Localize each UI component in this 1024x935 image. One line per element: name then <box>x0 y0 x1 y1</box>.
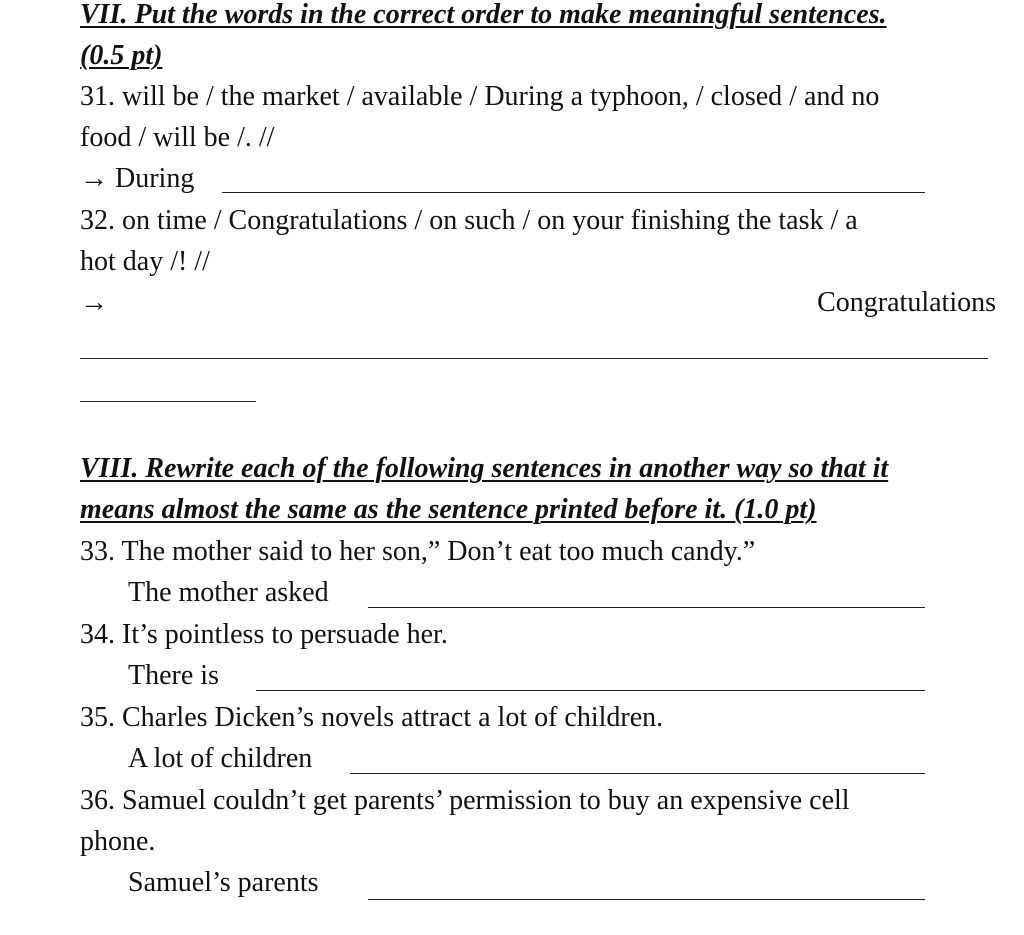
question-31-answer-prefix: → During <box>80 163 195 194</box>
question-33-answer-line[interactable] <box>368 607 925 608</box>
question-32-answer-line-2[interactable] <box>80 401 256 402</box>
question-35-answer-line[interactable] <box>350 773 925 774</box>
section-8-heading-line-2: means almost the same as the sentence printed before it. (1.0 pt) <box>80 494 817 525</box>
question-35-answer-prefix: A lot of children <box>128 743 313 774</box>
section-7-heading-line-1: VII. Put the words in the correct order to make meaningful sentences. <box>80 0 887 30</box>
question-34-answer-prefix: There is <box>128 660 219 691</box>
question-31-line-1: 31. will be / the market / available / During a typhoon, / closed / and no <box>80 81 880 112</box>
question-36-prompt-line-1: 36. Samuel couldn’t get parents’ permission to buy an expensive cell <box>80 785 850 816</box>
question-32-line-1: 32. on time / Congratulations / on such / on your finishing the task / a <box>80 205 858 236</box>
question-32-answer-start: Congratulations <box>817 287 996 318</box>
question-34-answer-line[interactable] <box>256 690 925 691</box>
section-8-heading-line-1: VIII. Rewrite each of the following sentences in another way so that it <box>80 453 889 484</box>
question-35-prompt: 35. Charles Dicken’s novels attract a lot of children. <box>80 702 664 733</box>
question-33-prompt: 33. The mother said to her son,” Don’t eat too much candy.” <box>80 536 756 567</box>
section-7-heading-line-2: (0.5 pt) <box>80 40 163 71</box>
question-36-answer-line[interactable] <box>368 899 925 900</box>
question-34-prompt: 34. It’s pointless to persuade her. <box>80 619 448 650</box>
question-36-answer-prefix: Samuel’s parents <box>128 867 319 898</box>
question-32-line-2: hot day /! // <box>80 246 210 277</box>
question-32-arrow: → <box>80 287 108 318</box>
question-33-answer-prefix: The mother asked <box>128 577 329 608</box>
question-31-line-2: food / will be /. // <box>80 122 275 153</box>
question-31-answer-line[interactable] <box>222 192 925 193</box>
question-32-answer-line-1[interactable] <box>80 358 988 359</box>
question-36-prompt-line-2: phone. <box>80 826 156 857</box>
